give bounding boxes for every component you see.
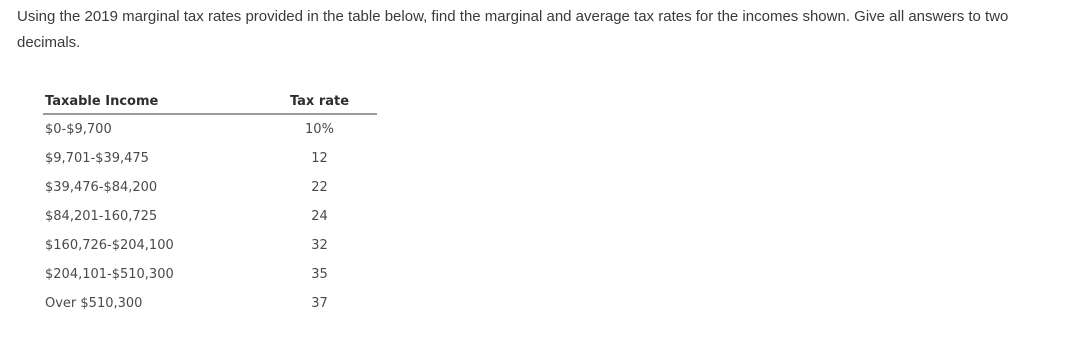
income-bracket-cell: $84,201-160,725 bbox=[45, 209, 158, 224]
tax-rate-cell: 22 bbox=[311, 180, 328, 195]
tax-rate-table bbox=[43, 89, 377, 318]
question-text: Using the 2019 marginal tax rates provided in the table below, find the marginal and average tax rates for the incomes shown. Give all answers to two decimals. bbox=[17, 8, 1009, 51]
income-bracket-cell: Over $510,300 bbox=[45, 296, 143, 311]
tax-rate-cell: 24 bbox=[311, 209, 328, 224]
table-row bbox=[43, 289, 377, 318]
table-row bbox=[43, 173, 377, 202]
income-bracket-cell: $204,101-$510,300 bbox=[45, 267, 174, 282]
table-row bbox=[43, 202, 377, 231]
table-header-row bbox=[43, 89, 377, 114]
table-row bbox=[43, 114, 377, 144]
table-row bbox=[43, 144, 377, 173]
table-row bbox=[43, 260, 377, 289]
tax-rate-cell: 10% bbox=[305, 122, 334, 137]
income-bracket-cell: $9,701-$39,475 bbox=[45, 151, 149, 166]
income-bracket-cell: $0-$9,700 bbox=[45, 122, 112, 137]
income-bracket-cell: $160,726-$204,100 bbox=[45, 238, 174, 253]
table-row bbox=[43, 231, 377, 260]
header-taxable-income: Taxable Income bbox=[43, 89, 232, 114]
tax-rate-cell: 12 bbox=[311, 151, 328, 166]
header-tax-rate: Tax rate bbox=[232, 89, 377, 114]
tax-rate-cell: 35 bbox=[311, 267, 328, 282]
tax-rate-cell: 32 bbox=[311, 238, 328, 253]
income-bracket-cell: $39,476-$84,200 bbox=[45, 180, 158, 195]
tax-rate-cell: 37 bbox=[311, 296, 328, 311]
